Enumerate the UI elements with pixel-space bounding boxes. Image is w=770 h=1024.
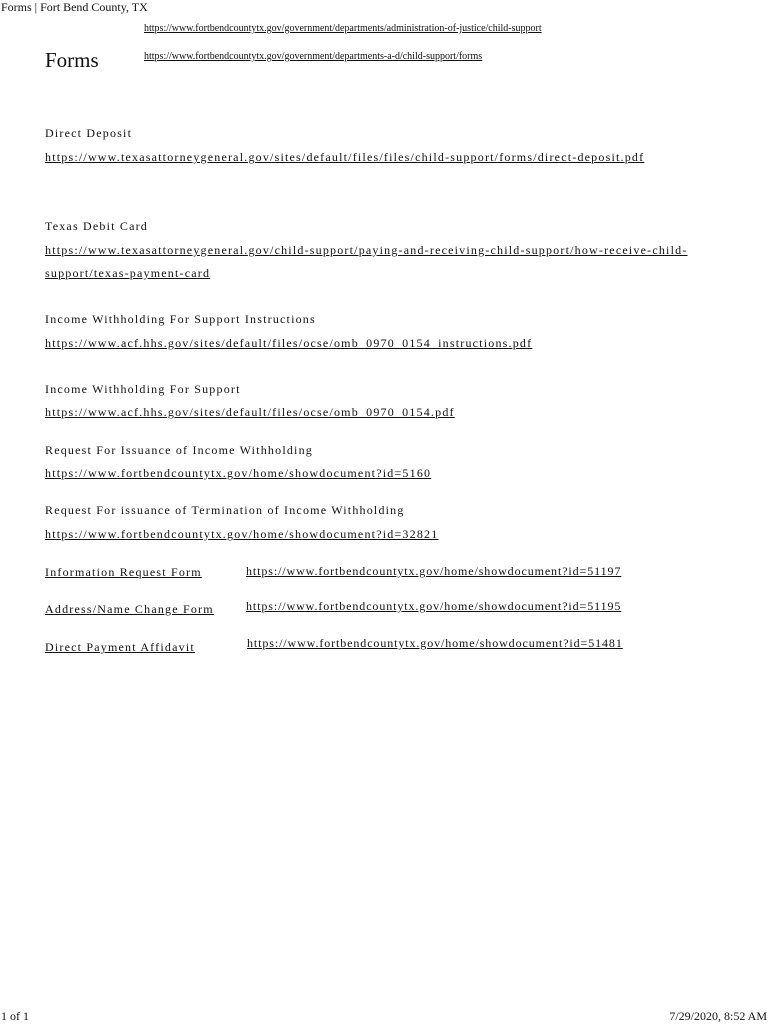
entry-label-direct-payment-affidavit[interactable]: Direct Payment Affidavit [45,640,195,654]
page-title: Forms [45,48,99,72]
entry-link-address-change[interactable]: https://www.fortbendcountytx.gov/home/showdocument?id=51195 [246,599,622,613]
entry-label-information-request[interactable]: Information Request Form [45,565,202,579]
page-count: 1 of 1 [1,1009,29,1023]
print-header-title: Forms | Fort Bend County, TX [1,0,148,14]
entry-link-direct-payment-affidavit[interactable]: https://www.fortbendcountytx.gov/home/showdocument?id=51481 [247,636,623,650]
entry-label-address-change[interactable]: Address/Name Change Form [45,602,214,616]
entry-link-withholding-instructions[interactable]: https://www.acf.hhs.gov/sites/default/files/ocse/omb_0970_0154_instructions.pdf [45,336,533,350]
entry-link-request-issuance[interactable]: https://www.fortbendcountytx.gov/home/showdocument?id=5160 [45,466,432,480]
entry-label-request-termination: Request For issuance of Termination of Income Withholding [45,503,405,517]
entry-link-withholding[interactable]: https://www.acf.hhs.gov/sites/default/files/ocse/omb_0970_0154.pdf [45,405,455,419]
breadcrumb-link-forms[interactable]: https://www.fortbendcountytx.gov/government/departments-a-d/child-support/forms [144,51,483,62]
entry-label-direct-deposit: Direct Deposit [45,126,133,140]
entry-link-information-request[interactable]: https://www.fortbendcountytx.gov/home/showdocument?id=51197 [246,564,622,578]
entry-label-request-issuance: Request For Issuance of Income Withholding [45,443,313,457]
print-timestamp: 7/29/2020, 8:52 AM [669,1009,767,1023]
entry-link-direct-deposit[interactable]: https://www.texasattorneygeneral.gov/sites/default/files/files/child-support/forms/direct-deposit.pdf [45,150,645,164]
entry-label-withholding-instructions: Income Withholding For Support Instructions [45,312,316,326]
entry-label-withholding: Income Withholding For Support [45,382,241,396]
breadcrumb-link-child-support[interactable]: https://www.fortbendcountytx.gov/government/departments/administration-of-justice/child-support [144,23,542,34]
entry-link-request-termination[interactable]: https://www.fortbendcountytx.gov/home/showdocument?id=32821 [45,527,439,541]
entry-label-texas-debit-card: Texas Debit Card [45,219,149,233]
entry-link-texas-debit-card[interactable]: https://www.texasattorneygeneral.gov/child-support/paying-and-receiving-child-support/how-receive-child-support/texas-payment-card [45,243,688,280]
